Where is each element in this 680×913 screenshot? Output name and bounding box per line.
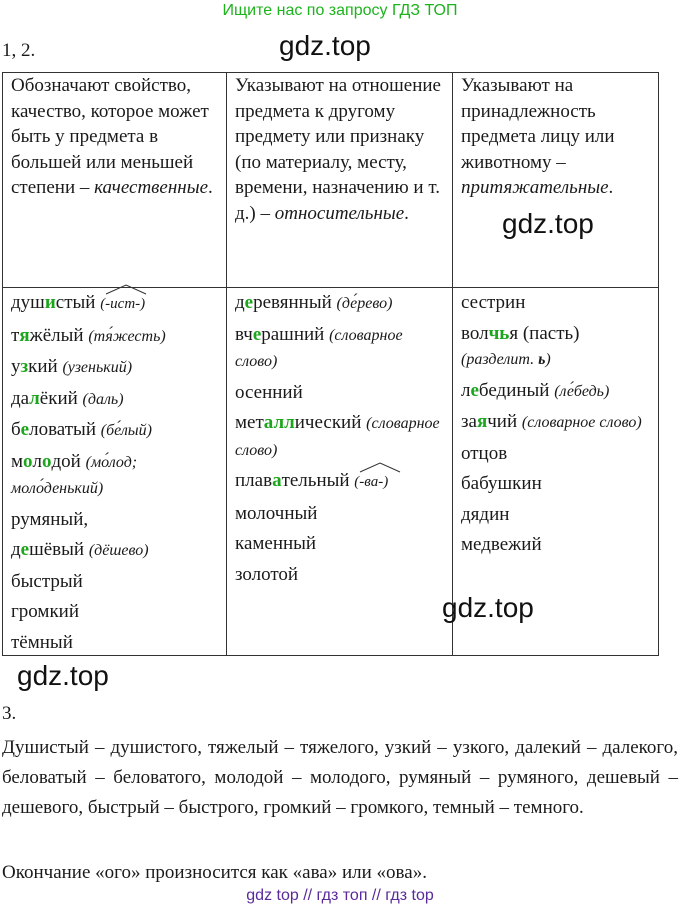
word-part: дой: [51, 450, 81, 472]
word-note: (словарное слово): [521, 414, 642, 431]
example-word: [11, 599, 220, 625]
word-part: тёмный: [11, 631, 73, 653]
example-word: [11, 417, 220, 444]
example-word: [235, 562, 446, 588]
word-part: душ: [11, 292, 45, 313]
word-part: золотой: [235, 563, 299, 585]
word-note: (де́рево): [336, 295, 393, 312]
watermark-bottom: gdz.top: [17, 660, 109, 691]
highlight-letter: лл: [273, 412, 295, 433]
section-3-label: 3.: [2, 703, 17, 724]
word-part: м: [11, 450, 24, 472]
example-word: [461, 441, 652, 467]
top-banner[interactable]: Ищите нас по запросу ГДЗ ТОП: [222, 2, 458, 19]
example-word: [461, 532, 652, 558]
word-part: ический: [294, 412, 362, 433]
highlight-letter: е: [20, 419, 30, 440]
word-note: (узенький): [62, 359, 133, 376]
highlight-letter: а: [272, 470, 282, 491]
note-bold: ь: [538, 351, 546, 368]
column-relative-examples: [227, 288, 453, 656]
word-part: за: [461, 411, 477, 432]
example-word: [11, 569, 220, 595]
watermark-top: gdz.top: [279, 30, 371, 61]
highlight-letter: о: [23, 450, 33, 472]
note-end: ): [545, 351, 551, 368]
word-note: (словарное слово): [235, 326, 403, 370]
word-part: дядин: [461, 503, 510, 525]
word-part: отцов: [461, 442, 508, 464]
example-word: [461, 290, 652, 316]
example-word: [461, 471, 652, 497]
word-part: тельный: [281, 470, 350, 491]
adjective-classification-table: [2, 72, 659, 656]
example-word: [461, 409, 652, 436]
word-part: л: [32, 450, 43, 472]
example-word: [235, 290, 446, 317]
example-word: [11, 290, 220, 318]
word-note: (бе́лый): [100, 422, 152, 439]
header-category: относительные: [274, 202, 405, 224]
word-part: ёкий: [39, 387, 78, 409]
highlight-letter: е: [252, 323, 262, 345]
header-category: притяжательные: [461, 177, 609, 198]
table-examples-row: [3, 288, 659, 656]
word-part: румяный,: [11, 508, 89, 530]
example-word: [11, 537, 220, 564]
example-word: [11, 630, 220, 656]
word-part: стый: [55, 292, 96, 313]
example-word: [11, 507, 220, 533]
highlight-letter: о: [42, 450, 52, 472]
example-word: [235, 410, 446, 463]
section-1-2-label: 1, 2.: [2, 40, 36, 61]
word-part: плав: [235, 470, 273, 491]
example-word: [11, 354, 220, 381]
morpheme-suffix: (-ва-): [354, 470, 388, 496]
header-category: качественные: [94, 177, 209, 198]
example-word: [11, 323, 220, 350]
word-part: т: [11, 324, 20, 346]
word-part: ревянный: [253, 292, 332, 313]
example-word: [11, 449, 220, 502]
word-part: молочный: [235, 502, 318, 524]
header-possessive: [453, 73, 659, 288]
word-part: д: [235, 292, 245, 313]
example-word: [235, 501, 446, 527]
highlight-letter: а: [263, 412, 274, 433]
example-word: [461, 321, 652, 373]
word-part: каменный: [235, 533, 317, 554]
word-note: (мо́лод; моло́денький): [11, 453, 138, 497]
example-word: [11, 386, 220, 413]
header-period: .: [608, 177, 614, 198]
header-text: Указывают на отношение предмета к другому предмету или признаку (по материалу, месту, времени, назначению и т. д.) –: [235, 75, 441, 224]
suffix-mark-icon: [354, 461, 406, 473]
answer-paragraph: Душистый – душистого, тяжелый – тяжелого, узкий – узкого, далекий – далекого, беловатый – беловатого, молодой – молодого, румяный – румяного, дешевый – дешевого, быстрый – быстрого, громкий – громкого, темный – темного.: [2, 737, 678, 818]
word-part: чий: [487, 411, 518, 432]
word-note: (разделит. ь): [461, 351, 551, 368]
highlight-letter: я: [476, 411, 488, 432]
highlight-letter: и: [44, 292, 56, 313]
footer-links[interactable]: gdz top // гдз топ // гдз top: [246, 887, 434, 904]
word-part: жёлый: [29, 324, 84, 346]
highlight-letter: е: [20, 539, 30, 560]
word-part: шёвый: [29, 539, 85, 560]
example-word: [235, 468, 446, 496]
word-note: (ле́бедь): [554, 382, 610, 400]
highlight-letter: л: [29, 387, 40, 409]
example-word: [235, 380, 446, 406]
word-part: вол: [461, 322, 489, 344]
highlight-letter: е: [470, 379, 479, 401]
header-period: .: [208, 177, 213, 198]
word-part: мет: [235, 412, 264, 433]
morpheme-suffix: (-ист-): [100, 292, 145, 318]
word-part: я (пасть): [509, 322, 580, 344]
header-qualitative: [3, 73, 227, 288]
header-relative: [227, 73, 453, 288]
word-note: (тя́жесть): [88, 327, 166, 345]
word-part: бединый: [478, 379, 550, 401]
word-part: быстрый: [11, 570, 83, 592]
example-word: [461, 502, 652, 528]
word-part: рашний: [261, 323, 325, 345]
word-part: сестрин: [461, 292, 526, 313]
header-period: .: [404, 202, 409, 224]
highlight-letter: з: [20, 356, 29, 377]
word-part: ловатый: [29, 419, 96, 440]
word-part: кий: [28, 356, 58, 377]
example-word: [461, 378, 652, 405]
watermark-header: gdz.top: [502, 208, 594, 239]
table-header-row: [3, 73, 659, 288]
example-word: [235, 322, 446, 375]
word-part: медвежий: [461, 534, 542, 555]
highlight-letter: чь: [488, 322, 510, 344]
word-part: б: [11, 419, 21, 440]
word-note: (словарное слово): [235, 415, 440, 459]
word-part: д: [11, 539, 21, 560]
ending-note: Окончание «ого» произносится как «ава» или «ова».: [2, 862, 427, 883]
column-qualitative-examples: [3, 288, 227, 656]
word-part: вч: [235, 323, 253, 345]
word-part: осенний: [235, 381, 303, 403]
word-part: громкий: [11, 601, 80, 622]
header-text: Указывают на принадлежность предмета лицу или животному –: [461, 75, 615, 173]
highlight-letter: я: [19, 324, 30, 346]
watermark-column: gdz.top: [442, 592, 534, 623]
word-part: л: [461, 379, 471, 401]
word-part: да: [11, 387, 30, 409]
highlight-letter: е: [244, 292, 254, 313]
example-word: [235, 531, 446, 557]
word-part: бабушкин: [461, 473, 542, 494]
word-note: (дёшево): [88, 542, 149, 559]
word-note: (даль): [82, 390, 124, 408]
word-part: у: [11, 356, 21, 377]
header-text: Обозначают свойство, качество, которое может быть у предмета в большей или меньшей степени –: [11, 75, 209, 198]
suffix-mark-icon: [100, 283, 152, 295]
